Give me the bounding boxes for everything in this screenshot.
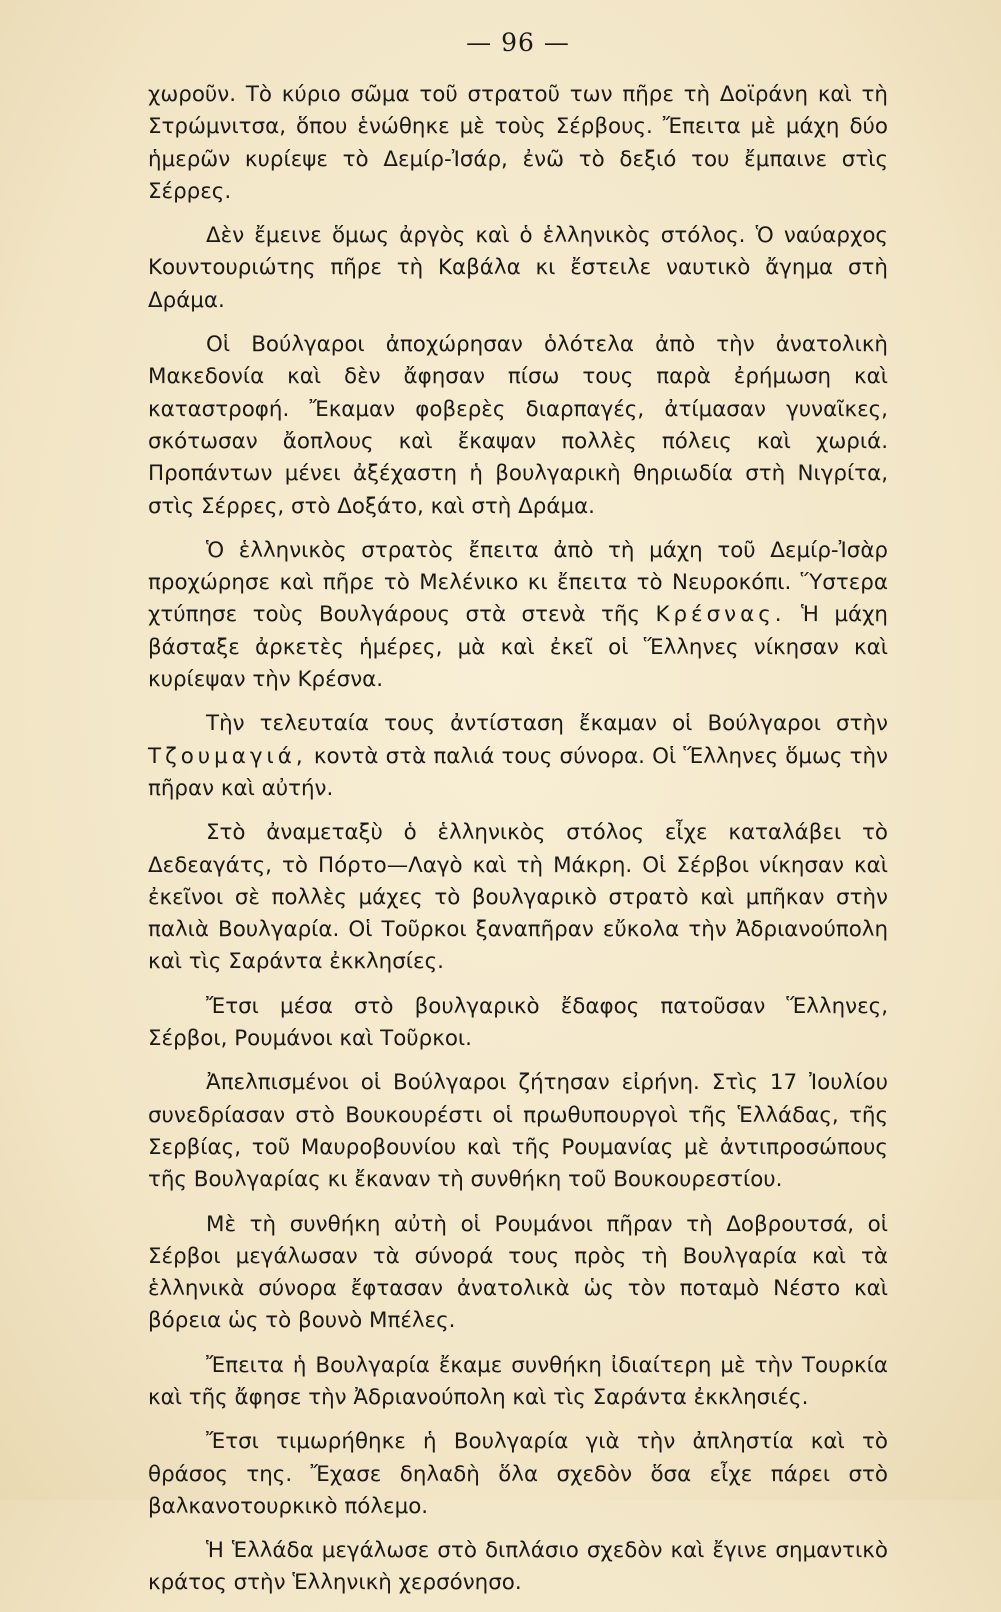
paragraph-4 — [148, 535, 888, 696]
paragraph-9: Μὲ τὴ συνθήκη αὐτὴ οἱ Ρουμάνοι πῆραν τὴ Δοβρουτσά, οἱ Σέρβοι μεγάλωσαν τὰ σύνορά τους πρὸς τὴ Βουλγαρία καὶ τὰ ἑλληνικὰ σύνορα ἔφτασαν ἀνατολικὰ ὡς τὸν ποταμὸ Νέστο καὶ βόρεια ὡς τὸ βουνὸ Μπέλες. — [148, 1211, 888, 1334]
paragraph-2: Δὲν ἔμεινε ὅμως ἀργὸς καὶ ὁ ἑλληνικὸς στόλος. Ὁ ναύαρχος Κουντουριώτης πῆρε τὴ Καβάλα κι ἔστειλε ναυτικὸ ἄγημα στὴ Δράμα. — [148, 223, 888, 313]
place-name-kresna: Κρέσνας. — [655, 602, 786, 628]
paragraph-6: Στὸ ἀναμεταξὺ ὁ ἑλληνικὸς στόλος εἶχε καταλάβει τὸ Δεδεαγάτς, τὸ Πόρτο—Λαγὸ καὶ τὴ Μάκρη. Οἱ Σέρβοι νίκησαν καὶ ἐκεῖνοι σὲ πολλὲς μάχες τὸ βουλγαρικὸ στρατὸ καὶ μπῆκαν στὴν παλιὰ Βουλγαρία. Οἱ Τοῦρκοι ξαναπῆραν εὔκολα τὴν Ἀδριανούπολη καὶ τὶς Σαράντα ἐκκλησίες. — [148, 820, 888, 975]
paragraph-11: Ἔτσι τιμωρήθηκε ἡ Βουλγαρία γιὰ τὴν ἀπληστία καὶ τὸ θράσος της. Ἔχασε δηλαδὴ ὅλα σχεδὸν ὅσα εἶχε πάρει στὸ βαλκανοτουρκικὸ πόλεμο. — [148, 1429, 888, 1519]
paragraph-4-text-after: Ἡ μάχη βάσταξε ἀρκετὲς ἡμέρες, μὰ καὶ ἐκεῖ οἱ Ἕλληνες νίκησαν καὶ κυρίεψαν τὴν Κρέσνα. — [148, 602, 888, 693]
paragraph-5 — [148, 708, 888, 805]
place-name-tzoumagia: Τζουμαγιά, — [148, 743, 307, 769]
paragraph-3: Οἱ Βούλγαροι ἀποχώρησαν ὁλότελα ἀπὸ τὴν ἀνατολικὴ Μακεδονία καὶ δὲν ἄφησαν πίσω τους παρὰ ἐρήμωση καὶ καταστροφή. Ἔκαμαν φοβερὲς διαρπαγές, ἀτίμασαν γυναῖκες, σκότωσαν ἄοπλους καὶ ἔκαψαν πολλὲς πόλεις καὶ χωριά. Προπάντων μένει ἀξέχαστη ἡ βουλγαρικὴ θηριωδία στὴ Νιγρίτα, στὶς Σέρρες, στὸ Δοξάτο, καὶ στὴ Δράμα. — [148, 332, 888, 519]
paragraph-10: Ἔπειτα ἡ Βουλγαρία ἔκαμε συνθήκη ἰδιαίτερη μὲ τὴν Τουρκία καὶ τῆς ἄφησε τὴν Ἀδριανούπολη καὶ τὶς Σαράντα ἐκκλησιές. — [148, 1352, 888, 1410]
book-page — [148, 28, 888, 1612]
paragraph-8: Ἀπελπισμένοι οἱ Βούλγαροι ζήτησαν εἰρήνη. Στὶς 17 Ἰουλίου συνεδρίασαν στὸ Βουκουρέστι οἱ πρωθυπουργοὶ τῆς Ἑλλάδας, τῆς Σερβίας, τοῦ Μαυροβουνίου καὶ τῆς Ρουμανίας μὲ ἀντιπροσώπους τῆς Βουλγαρίας κι ἔκαναν τὴ συνθήκη τοῦ Βουκουρεστίου. — [148, 1070, 888, 1193]
paragraph-5-text-before: Τὴν τελευταία τους ἀντίσταση ἔκαμαν οἱ Βούλγαροι στὴν — [206, 711, 888, 737]
paragraph-7: Ἔτσι μέσα στὸ βουλγαρικὸ ἔδαφος πατοῦσαν Ἕλληνες, Σέρβοι, Ρουμάνοι καὶ Τοῦρκοι. — [148, 993, 888, 1052]
paragraph-1: χωροῦν. Τὸ κύριο σῶμα τοῦ στρατοῦ των πῆρε τὴ Δοϊράνη καὶ τὴ Στρώμνιτσα, ὅπου ἑνώθηκε μὲ τοὺς Σέρβους. Ἔπειτα μὲ μάχη δύο ἡμερῶν κυρίεψε τὸ Δεμίρ-Ἰσάρ, ἐνῶ τὸ δεξιό του ἔμπαινε στὶς Σέρρες. — [148, 82, 888, 204]
paragraph-5-text-after: κοντὰ στὰ παλιά τους σύνορα. Οἱ Ἕλληνες ὅμως τὴν πῆραν καὶ αὐτήν. — [148, 743, 889, 801]
paragraph-12: Ἡ Ἑλλάδα μεγάλωσε στὸ διπλάσιο σχεδὸν καὶ ἔγινε σημαντικὸ κράτος στὴν Ἑλληνικὴ χερσόνησο. — [148, 1538, 888, 1596]
paragraph-4-text-before: Ὁ ἑλληνικὸς στρατὸς ἔπειτα ἀπὸ τὴ μάχη τοῦ Δεμίρ-Ἰσὰρ προχώρησε καὶ πῆρε τὸ Μελένικο κι ἔπειτα τὸ Νευροκόπι. Ὕστερα χτύπησε τοὺς Βουλγάρους στὰ στενὰ τῆς — [148, 537, 888, 628]
page-number: — 96 — — [466, 28, 570, 57]
